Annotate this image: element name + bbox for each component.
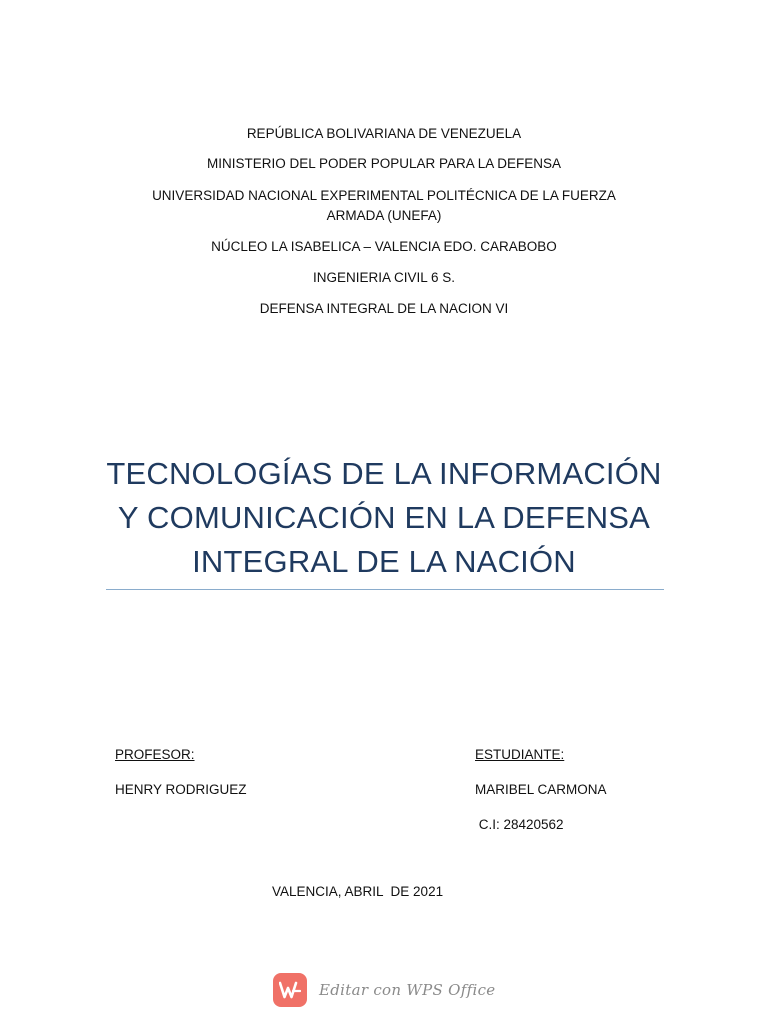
wps-edit-text: Editar con WPS Office: [319, 981, 496, 999]
header-republic: REPÚBLICA BOLIVARIANA DE VENEZUELA: [246, 126, 522, 141]
header-ministry: MINISTERIO DEL PODER POPULAR PARA LA DEFENSA: [206, 156, 562, 171]
professor-label: PROFESOR:: [115, 747, 195, 762]
student-label: ESTUDIANTE:: [475, 747, 565, 762]
header-career: INGENIERIA CIVIL 6 S.: [312, 270, 456, 285]
title-line-2: Y COMUNICACIÓN EN LA DEFENSA: [117, 500, 651, 535]
header-university-line1: UNIVERSIDAD NACIONAL EXPERIMENTAL POLITÉCNICA DE LA FUERZA: [152, 188, 616, 203]
professor-name: HENRY RODRIGUEZ: [115, 782, 247, 797]
wps-logo-icon: [273, 973, 307, 1007]
title-line-3: INTEGRAL DE LA NACIÓN: [192, 544, 576, 579]
wps-edit-badge[interactable]: [273, 973, 495, 1007]
title-line-1: TECNOLOGÍAS DE LA INFORMACIÓN: [106, 456, 662, 491]
document-title: [60, 452, 708, 584]
header-subject: DEFENSA INTEGRAL DE LA NACION VI: [259, 301, 509, 316]
place-and-date: VALENCIA, ABRIL DE 2021: [272, 884, 444, 899]
student-name: MARIBEL CARMONA: [475, 782, 607, 797]
header-campus: NÚCLEO LA ISABELICA – VALENCIA EDO. CARABOBO: [211, 239, 557, 254]
title-divider: [106, 589, 664, 590]
header-university-line2: ARMADA (UNEFA): [326, 208, 442, 223]
student-id: C.I: 28420562: [475, 817, 564, 832]
